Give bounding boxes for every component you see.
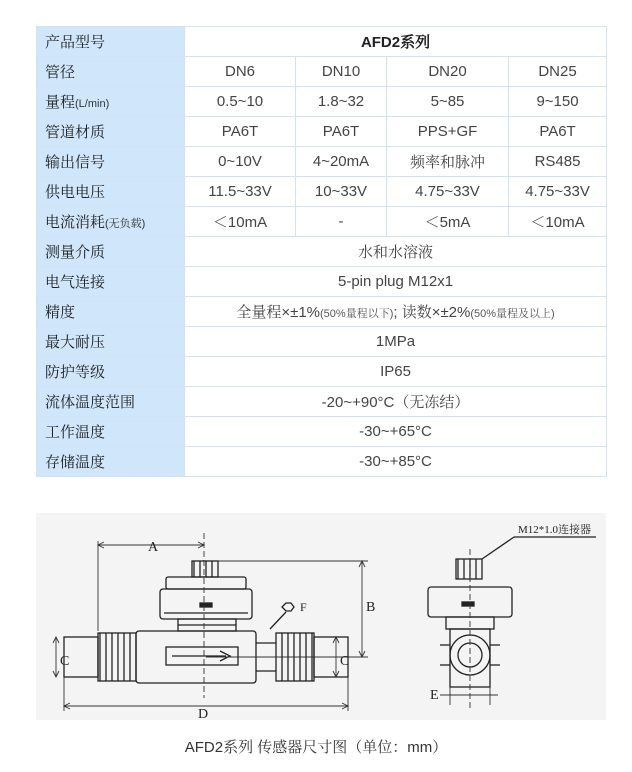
row-work-temp <box>37 417 607 447</box>
cell: RS485 <box>509 147 607 177</box>
label-storage-temp: 存储温度 <box>37 447 185 477</box>
label-connection: 电气连接 <box>37 267 185 297</box>
spec-table <box>36 26 607 477</box>
row-protection <box>37 357 607 387</box>
dim-label-e: E <box>430 688 439 703</box>
row-fluid-temp <box>37 387 607 417</box>
dimension-drawing <box>36 513 606 720</box>
model-series: AFD2系列 <box>185 27 607 57</box>
label-current <box>37 207 185 237</box>
cell: 5-pin plug M12x1 <box>185 267 607 297</box>
cell: 9~150 <box>509 87 607 117</box>
label-note: (L/min) <box>75 98 110 110</box>
cell: 4.75~33V <box>509 177 607 207</box>
cell: 4~20mA <box>296 147 387 177</box>
dim-label-b: B <box>366 600 376 615</box>
accuracy-note: (50%量程以下) <box>320 308 394 320</box>
label-model: 产品型号 <box>37 27 185 57</box>
label-protection: 防护等级 <box>37 357 185 387</box>
label-pipe-size: 管径 <box>37 57 185 87</box>
dim-label-d: D <box>198 707 209 720</box>
cell: IP65 <box>185 357 607 387</box>
dim-label-c-right: C <box>340 654 350 669</box>
cell: PA6T <box>296 117 387 147</box>
row-accuracy <box>37 297 607 327</box>
cell: PPS+GF <box>387 117 509 147</box>
cell: 4.75~33V <box>387 177 509 207</box>
label-max-pressure: 最大耐压 <box>37 327 185 357</box>
dim-label-f: F <box>300 600 307 614</box>
row-model <box>37 27 607 57</box>
cell: DN10 <box>296 57 387 87</box>
label-text: 电流消耗 <box>45 214 106 231</box>
accuracy-part: ; 读数×±2% <box>393 304 471 321</box>
dim-label-c-left: C <box>60 654 70 669</box>
cell: DN20 <box>387 57 509 87</box>
row-medium <box>37 237 607 267</box>
cell: DN25 <box>509 57 607 87</box>
cell: PA6T <box>185 117 296 147</box>
cell: - <box>296 207 387 237</box>
cell: PA6T <box>509 117 607 147</box>
cell: ＜10mA <box>185 207 296 237</box>
label-medium: 测量介质 <box>37 237 185 267</box>
label-fluid-temp: 流体温度范围 <box>37 387 185 417</box>
connector-note: M12*1.0连接器 <box>518 524 592 536</box>
cell: 0.5~10 <box>185 87 296 117</box>
cell: 5~85 <box>387 87 509 117</box>
row-connection <box>37 267 607 297</box>
row-max-pressure <box>37 327 607 357</box>
cell: -30~+85°C <box>185 447 607 477</box>
cell: -30~+65°C <box>185 417 607 447</box>
label-accuracy: 精度 <box>37 297 185 327</box>
accuracy-note: (50%量程及以上) <box>470 308 555 320</box>
label-note: (无负载) <box>105 218 146 230</box>
label-supply-voltage: 供电电压 <box>37 177 185 207</box>
cell: 水和水溶液 <box>185 237 607 267</box>
cell: 1.8~32 <box>296 87 387 117</box>
cell: ＜5mA <box>387 207 509 237</box>
cell: 频率和脉冲 <box>387 147 509 177</box>
cell: 10~33V <box>296 177 387 207</box>
row-range <box>37 87 607 117</box>
cell: 0~10V <box>185 147 296 177</box>
row-supply-voltage <box>37 177 607 207</box>
cell: 1MPa <box>185 327 607 357</box>
row-output <box>37 147 607 177</box>
label-range <box>37 87 185 117</box>
cell: ＜10mA <box>509 207 607 237</box>
accuracy-cell <box>185 297 607 327</box>
label-output: 输出信号 <box>37 147 185 177</box>
row-current <box>37 207 607 237</box>
figure-caption: AFD2系列 传感器尺寸图（单位：mm） <box>184 739 448 756</box>
dim-label-a: A <box>148 540 159 555</box>
label-work-temp: 工作温度 <box>37 417 185 447</box>
row-pipe-size <box>37 57 607 87</box>
cell: DN6 <box>185 57 296 87</box>
label-text: 量程 <box>45 94 76 111</box>
row-material <box>37 117 607 147</box>
label-material: 管道材质 <box>37 117 185 147</box>
cell: 11.5~33V <box>185 177 296 207</box>
row-storage-temp <box>37 447 607 477</box>
accuracy-part: 全量程×±1% <box>236 304 321 321</box>
cell: -20~+90°C（无冻结） <box>185 387 607 417</box>
